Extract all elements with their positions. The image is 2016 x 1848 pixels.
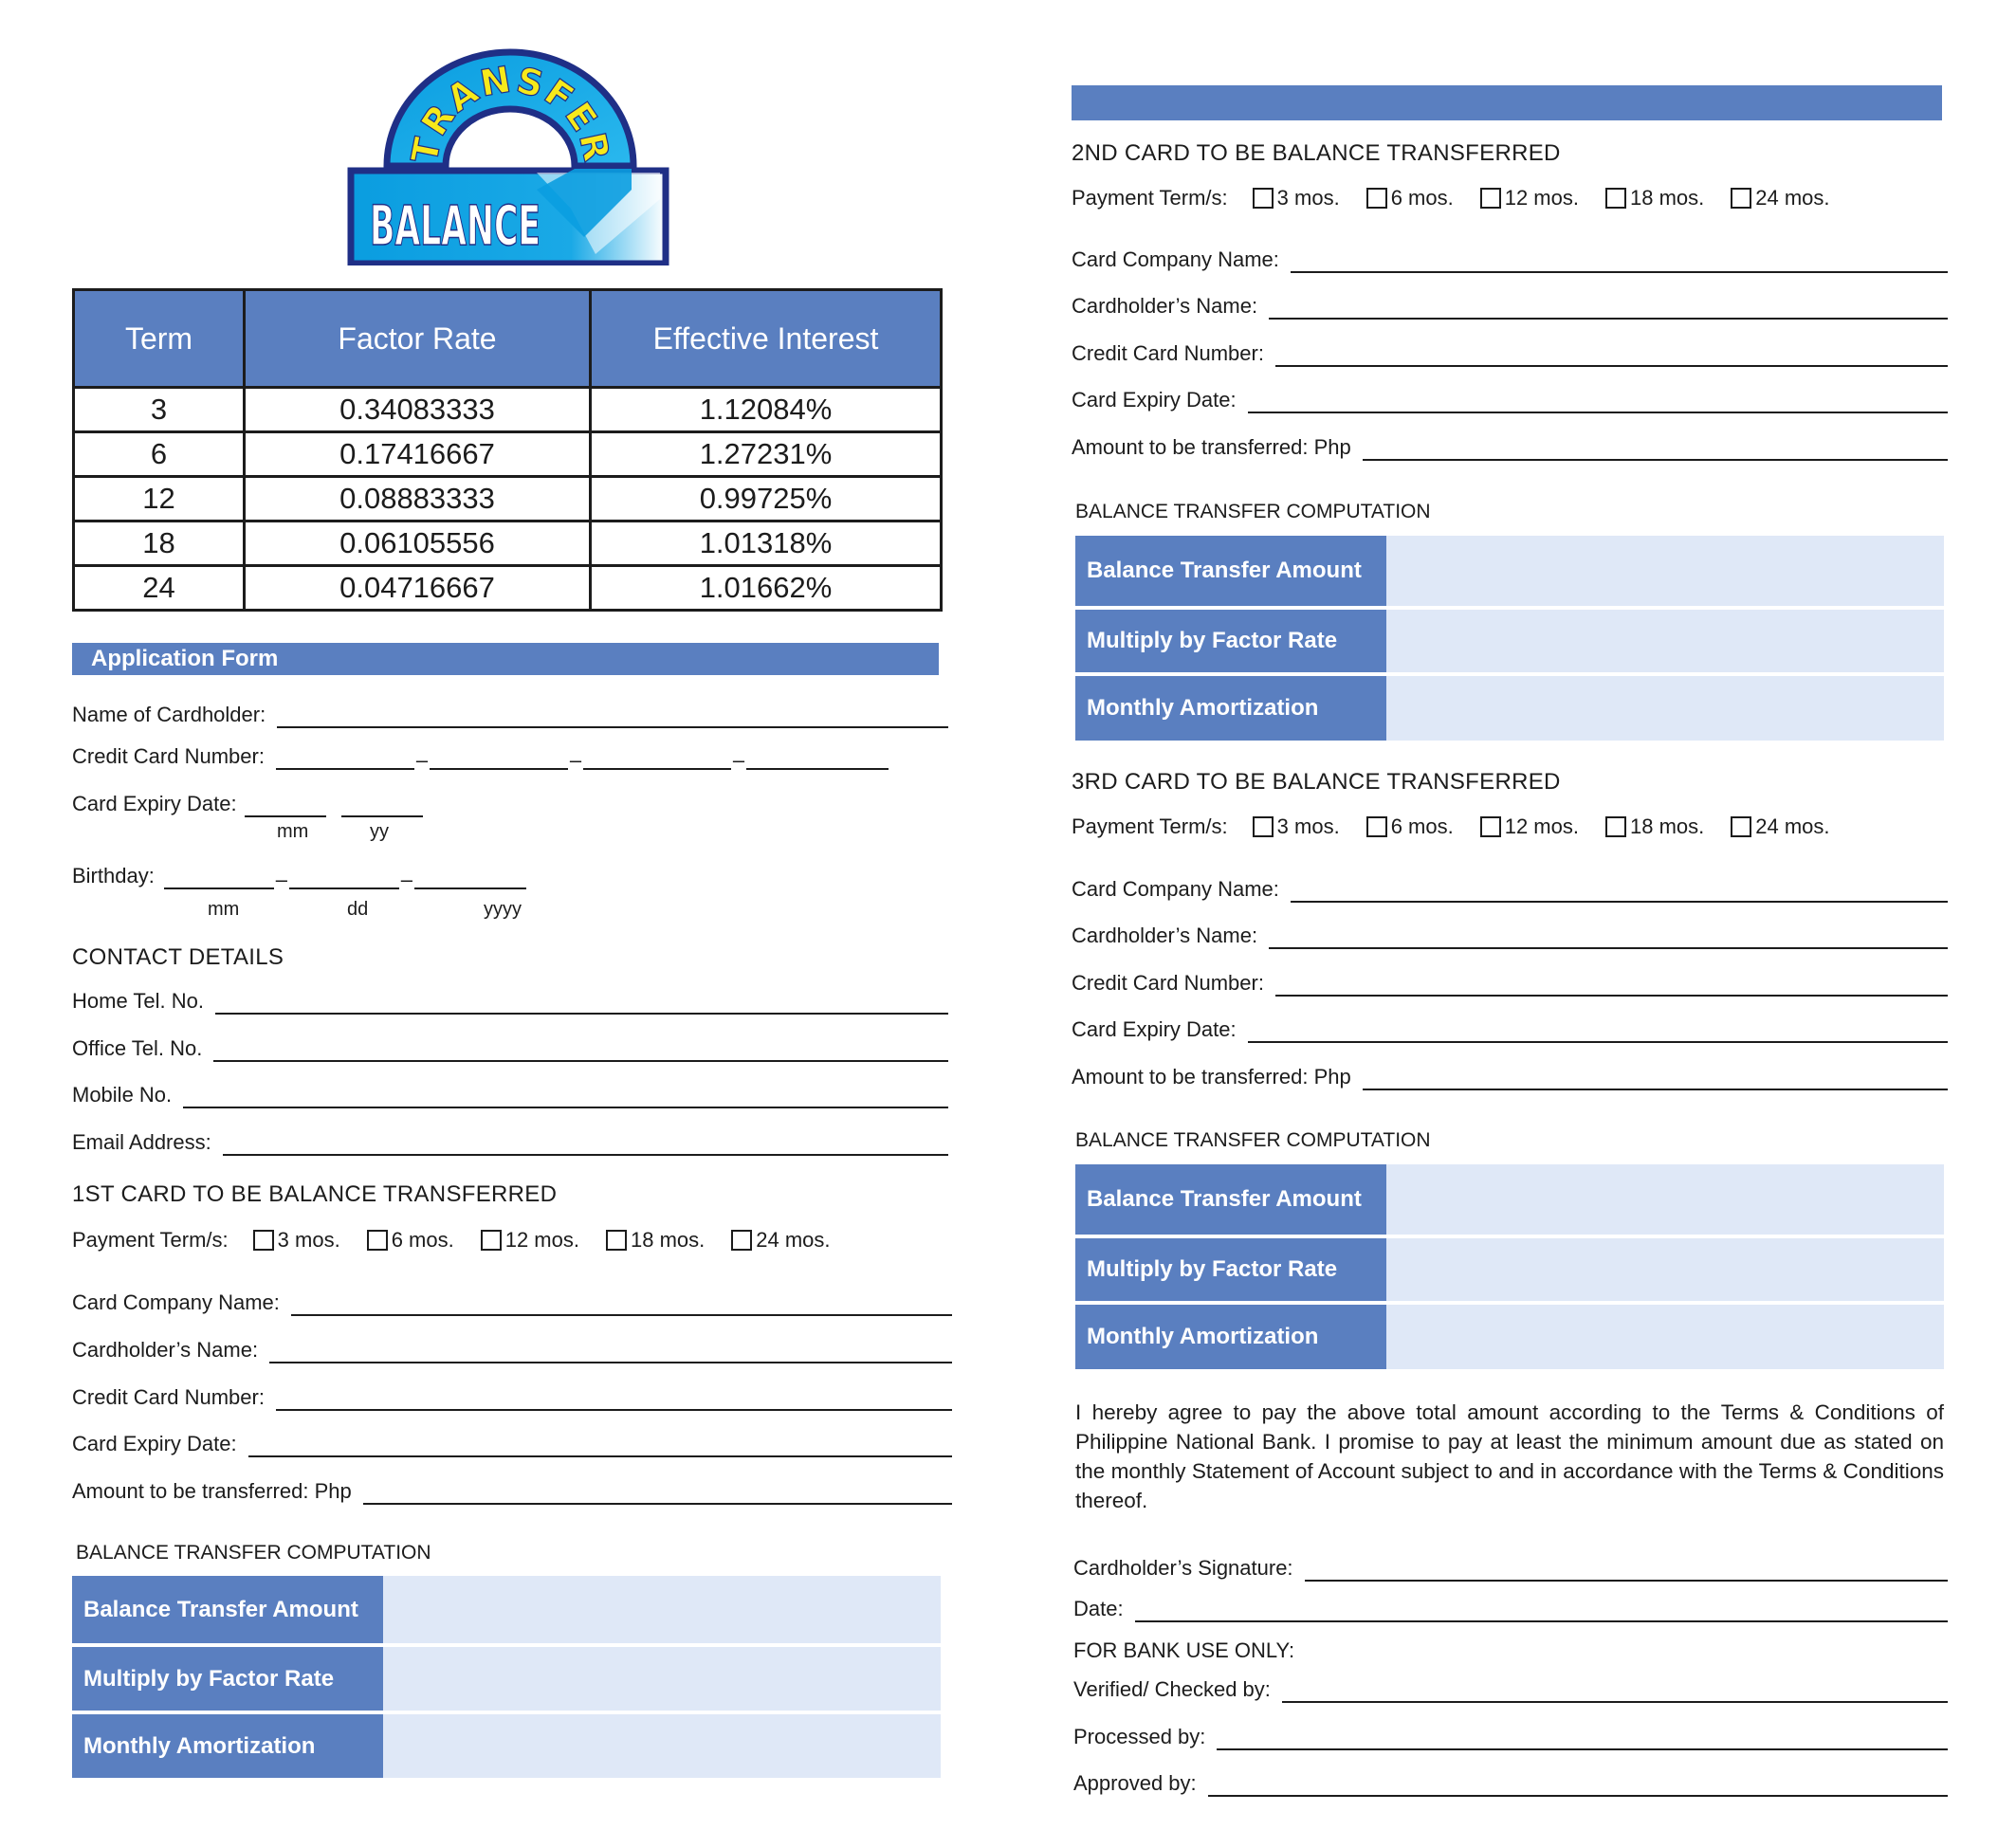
term-option-3[interactable] [1253,186,1340,210]
company-input[interactable] [1291,880,1948,903]
checkbox[interactable] [1605,816,1626,837]
hint-yyyy: yyyy [484,899,522,920]
checkbox[interactable] [1605,188,1626,209]
hint-mm: mm [208,899,240,920]
card-expiry-label: Card Expiry Date: [72,792,237,815]
term-label: 3 mos. [1276,814,1340,838]
card-3-company-field [1072,870,1948,903]
computation-label: Multiply by Factor Rate [72,1647,383,1711]
checkbox[interactable] [253,1230,274,1251]
birthday-label: Birthday: [72,864,155,887]
approved-input[interactable] [1208,1774,1948,1797]
dash: – [732,748,745,772]
holder-label: Cardholder’s Name: [1072,924,1258,947]
term-label: 3 mos. [1276,186,1340,210]
birthday-day-input[interactable] [289,867,399,889]
card-2-title: 2ND CARD TO BE BALANCE TRANSFERRED [1072,140,1561,166]
cell-term: 12 [74,477,245,521]
checkbox[interactable] [367,1230,388,1251]
credit-card-number-label: Credit Card Number: [72,744,265,768]
card-3-number-field [1072,964,1948,997]
agreement-text: I hereby agree to pay the above total amount according to the Terms & Conditions of Philippine National Bank. I promise to pay at least the minimum amount due as stated on the monthly Statement of Account subject to and in accordance with the Terms & Conditions thereof. [1075,1400,1944,1512]
cell-factor: 0.08883333 [245,477,591,521]
cardholder-name-field [72,696,948,728]
home-tel-label: Home Tel. No. [72,989,204,1013]
computation-value-input[interactable] [1386,1238,1944,1301]
term-label: 6 mos. [1390,186,1454,210]
card-1-computation-title: BALANCE TRANSFER COMPUTATION [76,1542,431,1564]
card-3-computation-title: BALANCE TRANSFER COMPUTATION [1075,1129,1431,1151]
holder-input[interactable] [1269,297,1948,320]
number-input[interactable] [1275,344,1948,367]
amount-label: Amount to be transferred: Php [72,1479,352,1503]
checkbox[interactable] [1253,816,1274,837]
card-3-holder-field [1072,917,1948,949]
computation-value-input[interactable] [1386,536,1944,606]
computation-row [1075,536,1944,606]
card-3-expiry-field [1072,1011,1948,1043]
cell-interest: 1.27231% [591,432,942,477]
computation-row [1075,1238,1944,1301]
credit-card-number-field [72,743,943,770]
term-label: 12 mos. [1504,814,1579,838]
header-term: Term [74,290,245,388]
computation-value-input[interactable] [383,1647,941,1711]
term-option-12[interactable] [1480,814,1579,839]
dash: – [569,748,582,772]
cc-segment-3-input[interactable] [583,747,731,770]
term-option-24[interactable] [1731,814,1829,839]
email-label: Email Address: [72,1130,211,1154]
amount-input[interactable] [1363,1068,1948,1090]
term-label: 18 mos. [1629,186,1705,210]
card-3-computation-table [1075,1164,1944,1373]
cell-factor: 0.17416667 [245,432,591,477]
processed-field [1073,1718,1948,1750]
term-option-6[interactable] [1366,186,1454,210]
term-option-18[interactable] [1605,814,1704,839]
expiry-input[interactable] [248,1435,952,1457]
number-input[interactable] [1275,974,1948,997]
verified-label: Verified/ Checked by: [1073,1677,1271,1701]
cardholder-name-label: Name of Cardholder: [72,703,266,726]
date-label: Date: [1073,1597,1124,1620]
expiry-input[interactable] [1248,391,1948,413]
computation-label: Monthly Amortization [1075,676,1386,741]
card-1-title: 1ST CARD TO BE BALANCE TRANSFERRED [72,1181,558,1207]
term-label: 18 mos. [630,1228,706,1252]
signature-field [1073,1549,1948,1582]
cell-term: 24 [74,566,245,611]
cell-interest: 1.01662% [591,566,942,611]
checkbox[interactable] [1480,188,1501,209]
header-effective-interest: Effective Interest [591,290,942,388]
factor-rate-table [72,288,943,612]
cc-segment-4-input[interactable] [746,747,889,770]
card-1-expiry-field [72,1425,952,1457]
card-2-payment-terms [1072,183,1857,213]
top-accent-bar [1072,85,1942,120]
term-option-24[interactable] [731,1228,830,1253]
computation-value-input[interactable] [1386,1164,1944,1235]
cell-factor: 0.04716667 [245,566,591,611]
hint-yy: yy [370,821,389,842]
holder-label: Cardholder’s Name: [72,1338,259,1362]
company-label: Card Company Name: [1072,877,1279,901]
term-option-24[interactable] [1731,186,1829,210]
date-input[interactable] [1135,1600,1948,1622]
computation-row [72,1576,941,1643]
card-2-number-field [1072,335,1948,367]
dash: – [275,868,287,891]
computation-value-input[interactable] [383,1714,941,1778]
amount-input[interactable] [1363,438,1948,461]
expiry-label: Card Expiry Date: [1072,388,1237,412]
checkbox[interactable] [1366,188,1387,209]
computation-value-input[interactable] [1386,610,1944,672]
processed-label: Processed by: [1073,1725,1206,1748]
term-option-18[interactable] [1605,186,1704,210]
email-field [72,1124,948,1156]
table-row [74,566,942,611]
expiry-input[interactable] [1248,1020,1948,1043]
expiry-year-input[interactable] [341,795,423,817]
computation-label: Balance Transfer Amount [1075,1164,1386,1235]
logo-arc-text: TRANSFER [403,58,618,167]
term-label: 18 mos. [1629,814,1705,838]
approved-label: Approved by: [1073,1771,1197,1795]
card-1-holder-field [72,1331,952,1363]
home-tel-field [72,982,948,1015]
card-1-payment-terms [72,1225,857,1255]
checkbox[interactable] [606,1230,627,1251]
card-2-amount-field [1072,429,1948,461]
term-label: 24 mos. [1755,814,1830,838]
table-header-row [74,290,942,388]
office-tel-label: Office Tel. No. [72,1036,203,1060]
cell-interest: 1.12084% [591,388,942,432]
term-label: 12 mos. [1504,186,1579,210]
computation-row [1075,1164,1944,1235]
company-label: Card Company Name: [1072,247,1279,271]
card-expiry-field [72,791,423,817]
birthday-year-input[interactable] [414,867,526,889]
amount-input[interactable] [363,1482,952,1505]
header-factor-rate: Factor Rate [245,290,591,388]
term-label: 12 mos. [504,1228,579,1252]
computation-value-input[interactable] [1386,676,1944,741]
card-3-payment-terms [1072,812,1857,842]
cell-interest: 1.01318% [591,521,942,566]
card-3-title: 3RD CARD TO BE BALANCE TRANSFERRED [1072,769,1561,795]
cell-factor: 0.06105556 [245,521,591,566]
computation-label: Balance Transfer Amount [1075,536,1386,606]
card-1-computation-table [72,1576,941,1782]
card-2-company-field [1072,241,1948,273]
cell-factor: 0.34083333 [245,388,591,432]
computation-label: Monthly Amortization [72,1714,383,1778]
computation-label: Monthly Amortization [1075,1305,1386,1369]
card-2-holder-field [1072,287,1948,320]
checkbox[interactable] [1480,816,1501,837]
amount-label: Amount to be transferred: Php [1072,1065,1351,1089]
cell-term: 18 [74,521,245,566]
checkbox[interactable] [1731,816,1751,837]
email-input[interactable] [223,1133,948,1156]
application-form-header: Application Form [72,643,939,675]
number-label: Credit Card Number: [1072,971,1264,995]
computation-row [1075,676,1944,741]
expiry-month-input[interactable] [245,795,326,817]
checkbox[interactable] [481,1230,502,1251]
cell-term: 6 [74,432,245,477]
computation-label: Multiply by Factor Rate [1075,610,1386,672]
company-input[interactable] [1291,250,1948,273]
cell-interest: 0.99725% [591,477,942,521]
date-field [1073,1590,1948,1622]
card-2-expiry-field [1072,381,1948,413]
home-tel-input[interactable] [215,992,948,1015]
card-1-company-field [72,1284,952,1316]
card-1-amount-field [72,1473,952,1505]
holder-input[interactable] [269,1341,952,1363]
hint-dd: dd [347,899,369,920]
card-2-computation-table [1075,536,1944,744]
cc-segment-1-input[interactable] [276,747,414,770]
table-row [74,388,942,432]
number-input[interactable] [276,1388,952,1411]
term-label: 24 mos. [756,1228,831,1252]
checkbox[interactable] [1731,188,1751,209]
computation-value-input[interactable] [383,1576,941,1643]
computation-row [1075,1305,1944,1369]
computation-label: Balance Transfer Amount [72,1576,383,1643]
company-input[interactable] [291,1293,952,1316]
verified-field [1073,1671,1948,1703]
computation-label: Multiply by Factor Rate [1075,1238,1386,1301]
hint-mm: mm [277,821,309,842]
contact-details-title: CONTACT DETAILS [72,944,284,970]
checkbox[interactable] [1366,816,1387,837]
card-1-number-field [72,1379,952,1411]
dash: – [400,868,412,891]
term-label: 3 mos. [277,1228,340,1252]
office-tel-field [72,1030,948,1062]
number-label: Credit Card Number: [72,1385,265,1409]
logo-main-text: BALANCE [370,193,541,258]
computation-row [72,1714,941,1778]
cc-segment-2-input[interactable] [430,747,568,770]
expiry-label: Card Expiry Date: [1072,1017,1237,1041]
term-label: 24 mos. [1755,186,1830,210]
holder-label: Cardholder’s Name: [1072,294,1258,318]
balance-transfer-logo [347,47,669,265]
cell-term: 3 [74,388,245,432]
mobile-field [72,1076,948,1108]
number-label: Credit Card Number: [1072,341,1264,365]
term-option-12[interactable] [1480,186,1579,210]
payment-terms-label: Payment Term/s: [1072,186,1228,210]
term-option-6[interactable] [1366,814,1454,839]
birthday-field [72,863,526,889]
table-row [74,521,942,566]
expiry-label: Card Expiry Date: [72,1432,237,1455]
card-2-computation-title: BALANCE TRANSFER COMPUTATION [1075,501,1431,522]
computation-row [72,1647,941,1711]
term-label: 6 mos. [391,1228,454,1252]
term-option-18[interactable] [606,1228,705,1253]
birthday-month-input[interactable] [164,867,274,889]
term-option-12[interactable] [481,1228,579,1253]
signature-input[interactable] [1305,1559,1948,1582]
term-option-6[interactable] [367,1228,454,1253]
checkbox[interactable] [1253,188,1274,209]
signature-label: Cardholder’s Signature: [1073,1556,1293,1580]
table-row [74,477,942,521]
payment-terms-label: Payment Term/s: [1072,814,1228,838]
computation-value-input[interactable] [1386,1305,1944,1369]
checkbox[interactable] [731,1230,752,1251]
card-3-amount-field [1072,1058,1948,1090]
mobile-label: Mobile No. [72,1083,173,1107]
cardholder-name-input[interactable] [277,705,948,728]
amount-label: Amount to be transferred: Php [1072,435,1351,459]
approved-field [1073,1765,1948,1797]
mobile-input[interactable] [183,1086,948,1108]
dash: – [415,748,429,772]
computation-row [1075,610,1944,672]
term-label: 6 mos. [1390,814,1454,838]
verified-input[interactable] [1282,1680,1948,1703]
term-option-3[interactable] [253,1228,340,1253]
table-row [74,432,942,477]
processed-input[interactable] [1217,1728,1948,1750]
company-label: Card Company Name: [72,1290,280,1314]
holder-input[interactable] [1269,926,1948,949]
payment-terms-label: Payment Term/s: [72,1228,229,1252]
bank-use-title: FOR BANK USE ONLY: [1073,1638,1295,1662]
term-option-3[interactable] [1253,814,1340,839]
office-tel-input[interactable] [213,1039,948,1062]
